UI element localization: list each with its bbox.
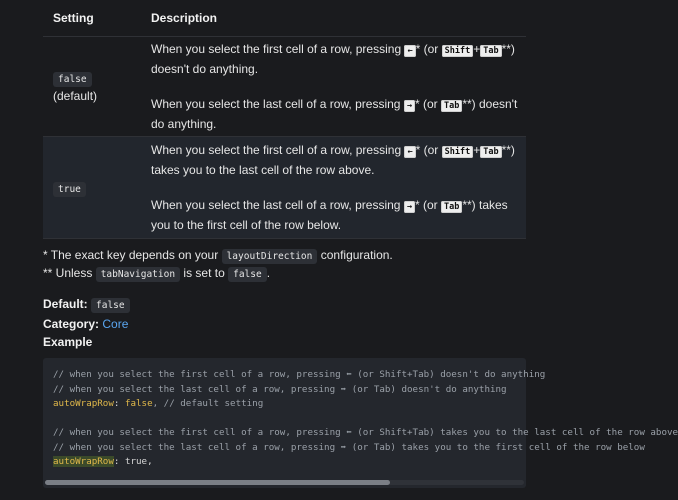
desc-text: When you select the first cell of a row, pressing bbox=[151, 42, 402, 56]
description-paragraph bbox=[151, 40, 526, 78]
false-code: false bbox=[228, 267, 267, 282]
footnote-2 bbox=[43, 265, 584, 283]
example-label: Example bbox=[43, 335, 93, 349]
tab-key: Tab bbox=[441, 100, 462, 112]
description-paragraph bbox=[151, 196, 526, 234]
code-punct: : bbox=[113, 456, 125, 467]
header-description: Description bbox=[141, 0, 526, 37]
desc-text: When you select the first cell of a row, pressing bbox=[151, 143, 402, 157]
setting-cell bbox=[43, 137, 141, 239]
code-comment: // when you select the last cell of a row, pressing ➡ (or Tab) takes you to the first cell of the row below bbox=[53, 441, 645, 453]
code-property-highlighted: autoWrapRow bbox=[53, 456, 114, 467]
default-line bbox=[43, 295, 584, 315]
footnote-text: * The exact key depends on your bbox=[43, 248, 219, 262]
code-punct: , bbox=[147, 456, 153, 467]
code-comment: // when you select the first cell of a row, pressing ⬅ (or Shift+Tab) doesn't do anything bbox=[53, 369, 546, 380]
code-punct: : bbox=[113, 398, 125, 409]
table-header-row bbox=[43, 0, 526, 37]
desc-text: When you select the last cell of a row, pressing bbox=[151, 97, 401, 111]
desc-text: * (or bbox=[415, 42, 439, 56]
plus-sign: + bbox=[473, 42, 481, 56]
right-arrow-key: → bbox=[404, 100, 415, 112]
default-note: (default) bbox=[53, 88, 98, 103]
header-setting: Setting bbox=[43, 0, 141, 37]
left-arrow-key: ← bbox=[404, 45, 415, 57]
category-line bbox=[43, 315, 584, 333]
desc-text: **) doesn't do anything. bbox=[151, 97, 518, 131]
footnote-1 bbox=[43, 247, 584, 265]
description-paragraph bbox=[151, 95, 526, 133]
right-arrow-key: → bbox=[404, 201, 415, 213]
left-arrow-key: ← bbox=[404, 146, 415, 158]
description-cell bbox=[141, 137, 526, 239]
setting-value-true: true bbox=[53, 182, 86, 197]
code-value: true bbox=[124, 456, 148, 467]
shift-key: Shift bbox=[442, 45, 474, 57]
scrollbar-thumb[interactable] bbox=[45, 480, 390, 485]
tab-key: Tab bbox=[480, 146, 501, 158]
horizontal-scrollbar[interactable] bbox=[45, 480, 524, 485]
desc-text: **) takes you to the first cell of the row below. bbox=[151, 198, 508, 232]
table-row bbox=[43, 37, 526, 137]
footnote-text: . bbox=[266, 266, 271, 280]
category-label: Category: bbox=[43, 317, 100, 331]
footnote-text: ** Unless bbox=[43, 266, 93, 280]
tab-navigation-code: tabNavigation bbox=[96, 267, 180, 282]
footnote-text: configuration. bbox=[320, 248, 393, 262]
tab-key: Tab bbox=[441, 201, 462, 213]
footnote-text: is set to bbox=[183, 266, 225, 280]
code-comment: , // default setting bbox=[152, 398, 264, 409]
desc-text: * (or bbox=[414, 97, 438, 111]
code-comment: // when you select the first cell of a row, pressing ⬅ (or Shift+Tab) takes you to the last cell of the row above bbox=[53, 427, 678, 438]
table-row bbox=[43, 137, 526, 239]
desc-text: **) takes you to the last cell of the row above. bbox=[151, 143, 515, 177]
example-line bbox=[43, 333, 584, 351]
code-content bbox=[43, 358, 678, 470]
description-cell bbox=[141, 37, 526, 137]
code-value: false bbox=[124, 398, 153, 409]
tab-key: Tab bbox=[480, 45, 501, 57]
option-meta bbox=[43, 295, 584, 351]
shift-key: Shift bbox=[442, 146, 474, 158]
plus-sign: + bbox=[473, 143, 481, 157]
layout-direction-code: layoutDirection bbox=[222, 249, 318, 264]
desc-text: * (or bbox=[414, 198, 438, 212]
desc-text: When you select the last cell of a row, pressing bbox=[151, 198, 401, 212]
setting-cell bbox=[43, 37, 141, 137]
footnotes bbox=[43, 247, 584, 283]
settings-table bbox=[43, 0, 526, 239]
desc-text: * (or bbox=[415, 143, 439, 157]
default-label: Default: bbox=[43, 297, 88, 311]
setting-value-false: false bbox=[53, 72, 92, 87]
code-comment: // when you select the last cell of a row, pressing ➡ (or Tab) doesn't do anything bbox=[53, 383, 507, 395]
code-property: autoWrapRow bbox=[53, 398, 114, 409]
default-value: false bbox=[91, 298, 130, 313]
code-example-block[interactable] bbox=[43, 358, 678, 488]
desc-text: **) doesn't do anything. bbox=[151, 42, 515, 76]
description-paragraph bbox=[151, 141, 526, 179]
category-link[interactable]: Core bbox=[102, 317, 129, 331]
content bbox=[43, 0, 584, 351]
